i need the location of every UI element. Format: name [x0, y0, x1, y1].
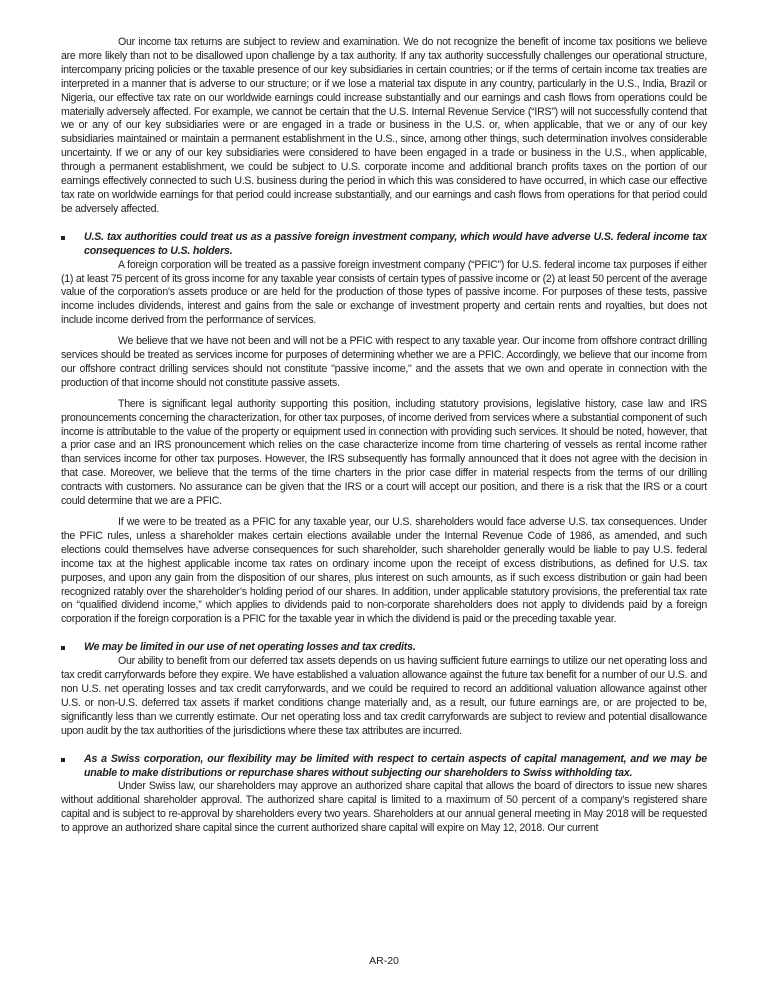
bullet-icon [61, 646, 65, 650]
risk-heading-nol [61, 641, 707, 655]
paragraph-pfic-definition: A foreign corporation will be treated as a passive foreign investment company (“PFIC”) for U.S. federal income tax purposes if either (1) at least 75 percent of its gross income for any taxable year consists of certain types of passive income or (2) at least 50 percent of the average value of the corporation's assets produce or are held for the production of those types of passive income. For purposes of these tests, passive income includes dividends, interest and gains from the sale or exchange of investment property and certain rents and royalties, but does not include income derived from the performance of services. [61, 258, 707, 327]
risk-heading-pfic [61, 231, 707, 259]
paragraph-pfic-consequences: If we were to be treated as a PFIC for any taxable year, our U.S. shareholders would face adverse U.S. tax consequences. Under the PFIC rules, unless a shareholder makes certain elections available under the Internal Revenue Code of 1986, as amended, and such elections could themselves have adverse consequences for such shareholder, such shareholder generally would be liable to pay U.S. federal income tax at the highest applicable income tax rates on ordinary income upon the receipt of excess distributions, as defined for U.S. tax purposes, and upon any gain from the disposition of our shares, plus interest on such amounts, as if such excess distribution or gain had been recognized ratably over the shareholder’s holding period of our shares. In addition, under applicable statutory provisions, the preferential tax rate on “qualified dividend income,” which applies to dividends paid to non-corporate shareholders does not apply to dividends paid by a foreign corporation if the foreign corporation is a PFIC for the taxable year in which the dividend is paid or the preceding taxable year. [61, 516, 707, 626]
risk-heading-text: U.S. tax authorities could treat us as a passive foreign investment company, which would have adverse U.S. federal income tax consequences to U.S. holders. [84, 230, 707, 257]
paragraph-pfic-belief: We believe that we have not been and will not be a PFIC with respect to any taxable year. Our income from offshore contract drilling services should be treated as services income for purposes of determining whether we are a PFIC. Accordingly, we believe that our income from our offshore contract drilling services should not constitute "passive income," and the assets that we own and operate in connection with the production of that income should not constitute passive assets. [61, 335, 707, 389]
paragraph-deferred-tax-assets: Our ability to benefit from our deferred tax assets depends on us having sufficient future earnings to utilize our net operating loss and tax credit carryforwards before they expire. We have established a valuation allowance against the future tax benefit for a number of our U.S. and non U.S. net operating losses and tax credit carryforwards, and we could be required to record an additional valuation allowance against other U.S. or non-U.S. deferred tax assets if market conditions change materially and, as a result, our future earnings are, or are projected to be, significantly less than we currently estimate. Our net operating loss and tax credit carryforwards are subject to review and potential disallowance upon audit by the tax authorities of the jurisdictions where these tax attributes are incurred. [61, 655, 707, 737]
paragraph-income-tax-returns: Our income tax returns are subject to review and examination. We do not recognize the benefit of income tax positions we believe are more likely than not to be disallowed upon challenge by a tax authority. If any tax authority successfully challenges our operational structure, intercompany pricing policies or the taxable presence of our key subsidiaries in certain countries; or if the terms of certain income tax treaties are interpreted in a manner that is adverse to our structure; or if we lose a material tax dispute in any country, particularly in the U.S., India, Brazil or Nigeria, our effective tax rate on our worldwide earnings could increase substantially and our earnings and cash flows from operations could be materially adversely affected. For example, we cannot be certain that the U.S. Internal Revenue Service (“IRS”) will not successfully contend that we or any of our key subsidiaries were or are engaged in a trade or business in the U.S. or, when applicable, that we or any of our key subsidiaries maintained or maintain a permanent establishment in the U.S., since, among other things, such determination involves considerable uncertainty. If we or any of our key subsidiaries were considered to have been engaged in a trade or business in the U.S., when applicable, through a permanent establishment, we could be subject to U.S. corporate income and additional branch profits taxes on the portion of our earnings effectively connected to such U.S. business during the period in which this was considered to have occurred, in which case our effective tax rate on worldwide earnings for that period could increase substantially, and our earnings and cash flows from operations for that period could be adversely affected. [61, 36, 707, 215]
paragraph-legal-authority: There is significant legal authority supporting this position, including statutory provisions, legislative history, case law and IRS pronouncements concerning the characterization, for other tax purposes, of income derived from services where a substantial component of such income is attributable to the value of the property or equipment used in connection with providing such services. It should be noted, however, that a prior case and an IRS pronouncement which relies on the case characterize income from time chartering of vessels as rental income rather than services income for other tax purposes. However, the IRS subsequently has formally announced that it does not agree with the decision in that case. Moreover, we believe that the terms of the time charters in the prior case differ in material respects from the terms of our drilling contracts with customers. No assurance can be given that the IRS or a court will accept our position, and there is a risk that the IRS or a court could determine that we are a PFIC. [61, 397, 707, 508]
risk-heading-text: As a Swiss corporation, our flexibility may be limited with respect to certain aspects of capital management, and we may be unable to make distributions or repurchase shares without subjecting our shareholders to Swiss withholding tax. [84, 752, 707, 779]
risk-heading-swiss [61, 753, 707, 781]
bullet-icon [61, 236, 65, 240]
paragraph-swiss-law: Under Swiss law, our shareholders may approve an authorized share capital that allows the board of directors to issue new shares without additional shareholder approval. The authorized share capital is limited to a maximum of 50 percent of a company’s registered share capital and is subject to re-approval by shareholders every two years. Shareholders at our annual general meeting in May 2018 will be requested to approve an authorized share capital since the current authorized share capital will expire on May 12, 2018. Our current [61, 780, 707, 835]
bullet-icon [61, 758, 65, 762]
document-page [61, 36, 707, 836]
page-number: AR-20 [369, 955, 399, 967]
risk-heading-text: We may be limited in our use of net operating losses and tax credits. [84, 641, 416, 654]
